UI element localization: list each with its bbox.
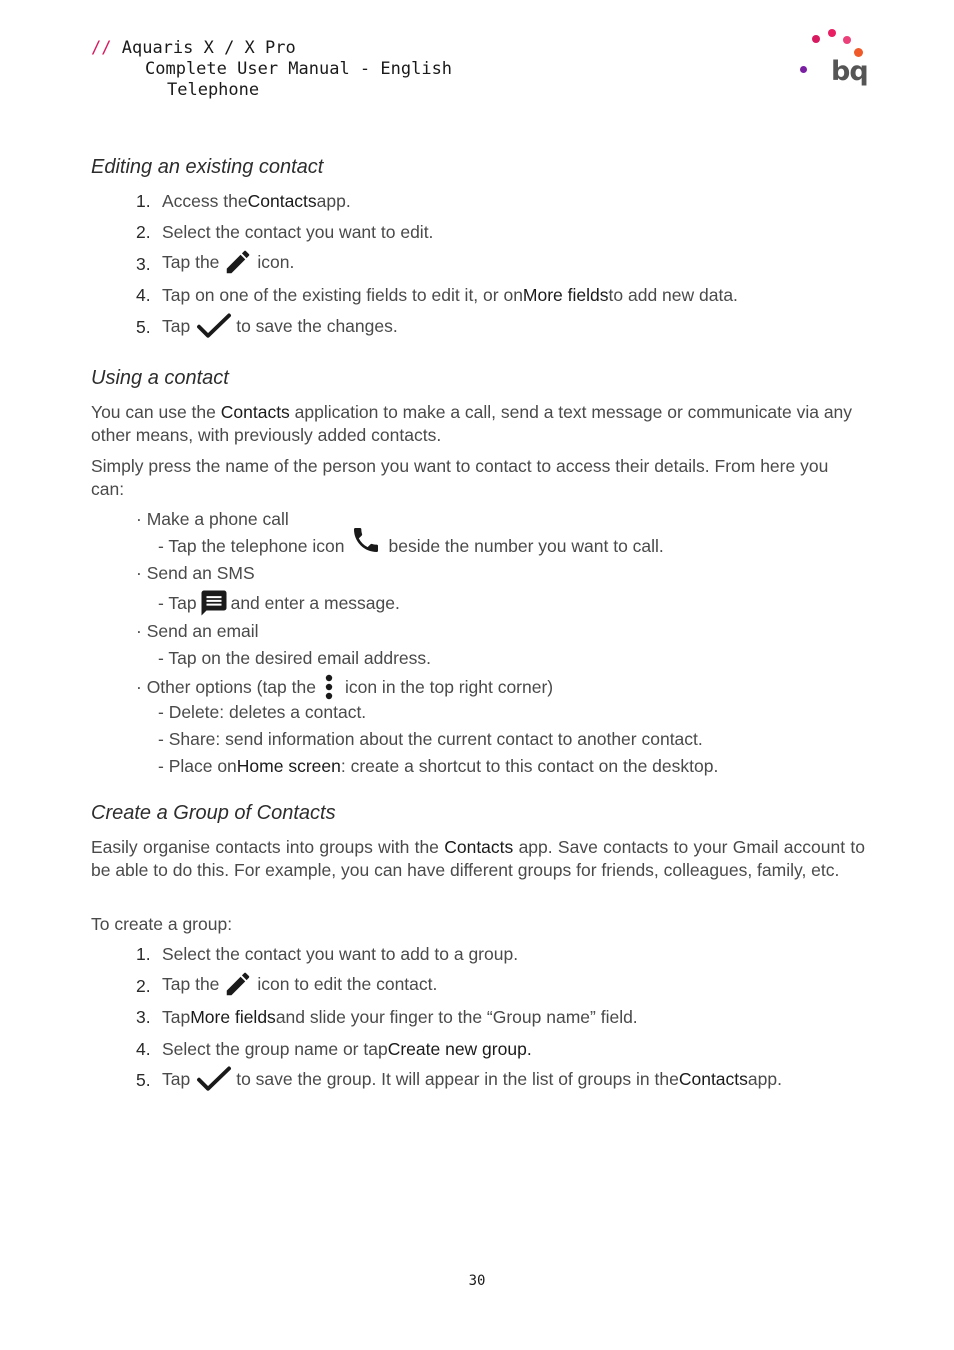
message-icon xyxy=(199,588,229,618)
checkmark-icon xyxy=(196,1065,232,1093)
logo-dot xyxy=(800,66,807,73)
sub-item-phone: - Tap the telephone icon beside the number you want to call. xyxy=(158,524,664,568)
paragraph-group-intro: Easily organise contacts into groups with the Contacts app. Save contacts to your Gmail account to be able to do this. For example, you can have different groups for friends, colleagues, family, etc. xyxy=(91,837,865,880)
section-title-group: Create a Group of Contacts xyxy=(91,802,336,824)
list-item: Tap the icon to edit the contact. xyxy=(162,968,437,1000)
list-item: Tap the icon. xyxy=(162,246,294,278)
header-title-line3: Telephone xyxy=(167,80,260,100)
paragraph-using-details: Simply press the name of the person you want to contact to access their details. From here you can: xyxy=(91,456,829,499)
header-title-line1 xyxy=(91,38,296,58)
header-title-line2: Complete User Manual - English xyxy=(145,59,453,79)
list-item: Select the contact you want to add to a group. xyxy=(162,944,519,964)
list-item: Select the group name or tap Create new group. xyxy=(162,1039,532,1059)
list-number: 1. xyxy=(136,191,151,211)
section-title-editing: Editing an existing contact xyxy=(91,156,324,178)
list-number: 2. xyxy=(136,976,151,996)
list-number: 4. xyxy=(136,285,151,305)
logo-dot xyxy=(828,29,836,37)
checkmark-icon xyxy=(196,312,232,340)
paragraph-using-intro: You can use the Contacts application to make a call, send a text message or communicate via any other means, with previously added contacts. xyxy=(91,402,853,445)
section-title-using: Using a contact xyxy=(91,367,229,389)
list-number: 1. xyxy=(136,944,151,964)
bullet-phone-call: · Make a phone call xyxy=(136,509,289,529)
list-number: 3. xyxy=(136,1007,151,1027)
list-number: 3. xyxy=(136,254,151,274)
logo-text: bq xyxy=(831,56,868,87)
list-item: Tap on one of the existing fields to edit it, or on More fields to add new data. xyxy=(162,285,738,305)
list-number: 5. xyxy=(136,1070,151,1090)
list-item: Tap More fields and slide your finger to the “Group name” field. xyxy=(162,1007,638,1027)
paragraph-to-create: To create a group: xyxy=(91,914,233,934)
bq-logo xyxy=(795,26,867,96)
list-item: Select the contact you want to edit. xyxy=(162,222,434,242)
bullet-send-email: · Send an email xyxy=(136,621,259,641)
list-item: Tap to save the group. It will appear in the list of groups in the Contacts app. xyxy=(162,1063,782,1095)
list-number: 2. xyxy=(136,222,151,242)
bullet-send-sms: · Send an SMS xyxy=(136,563,255,583)
list-number: 5. xyxy=(136,317,151,337)
sub-item-email: - Tap on the desired email address. xyxy=(158,648,432,668)
sub-item-share: - Share: send information about the current contact to another contact. xyxy=(158,729,703,749)
logo-dot xyxy=(843,36,851,44)
sub-item-home-screen: - Place on Home screen : create a shortcut to this contact on the desktop. xyxy=(158,756,719,776)
list-number: 4. xyxy=(136,1039,151,1059)
logo-dot xyxy=(812,35,820,43)
header-product: Aquaris X / X Pro xyxy=(121,38,296,58)
pencil-icon xyxy=(223,247,253,277)
sub-item-delete: - Delete: deletes a contact. xyxy=(158,702,367,722)
list-item: Tap to save the changes. xyxy=(162,310,398,342)
phone-icon xyxy=(350,524,382,556)
header-slash: // xyxy=(91,38,112,58)
sub-item-sms: - Tap and enter a message. xyxy=(158,588,400,618)
more-vert-icon xyxy=(322,672,336,702)
bullet-other-options: · Other options (tap the icon in the top right corner) xyxy=(136,672,553,702)
pencil-icon xyxy=(223,969,253,999)
page-number: 30 xyxy=(468,1273,486,1289)
list-item: Access the Contacts app. xyxy=(162,191,351,211)
